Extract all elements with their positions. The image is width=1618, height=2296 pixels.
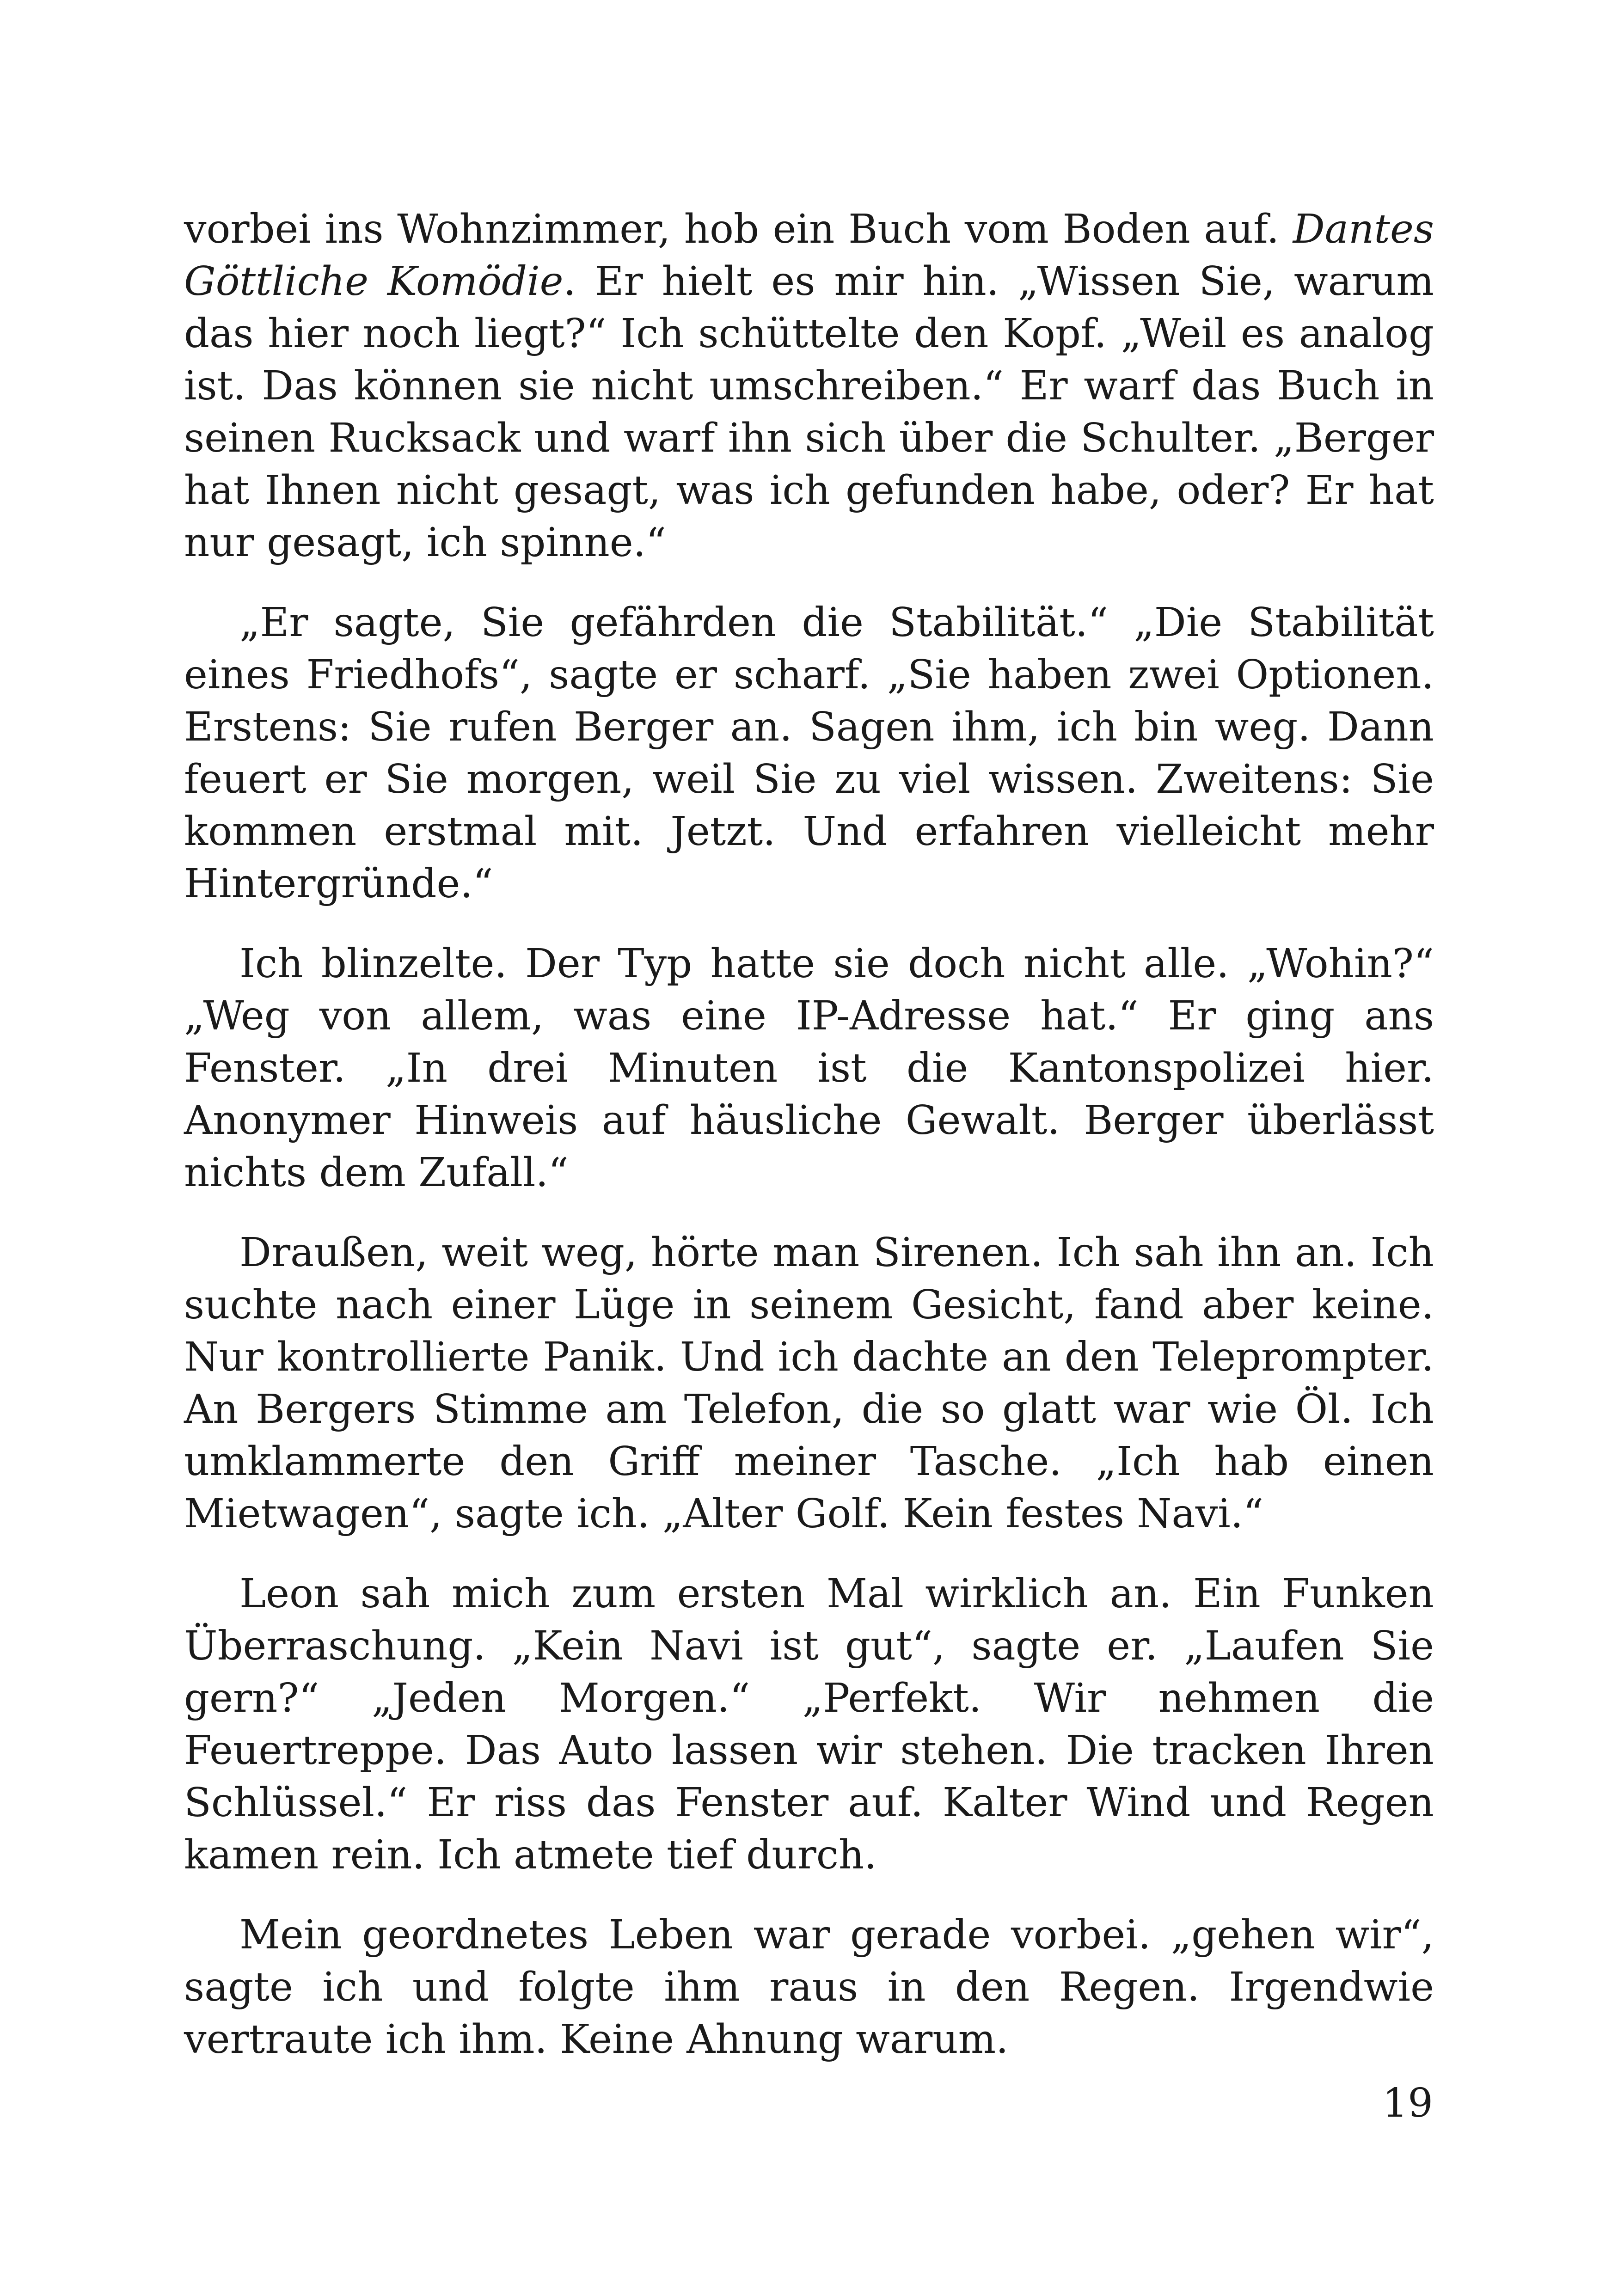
paragraph-5 [184, 1568, 1434, 1881]
paragraph-4 [184, 1227, 1434, 1540]
paragraph-5-text: Leon sah mich zum ersten Mal wirklich an. Ein Funken Überraschung. „Kein Navi ist gut“, sagte er. „Laufen Sie gern?“ „Jeden Morgen.“ „Perfekt. Wir nehmen die Feuertreppe. Das Auto lassen wir stehen. Die tracken Ihren Schlüssel.“ Er riss das Fenster auf. Kalter Wind und Regen kamen rein. Ich atmete tief durch. [184, 1571, 1434, 1878]
page-number: 19 [1382, 2080, 1433, 2126]
paragraph-1-text-b: . Er hielt es mir hin. „Wissen Sie, warum das hier noch liegt?“ Ich schüttelte den Kopf. „Weil es analog ist. Das können sie nicht umschreiben.“ Er warf das Buch in seinen Rucksack und warf ihn sich über die Schulter. „Berger hat Ihnen nicht gesagt, was ich gefunden habe, oder? Er hat nur gesagt, ich spinne.“ [184, 258, 1434, 566]
paragraph-2 [184, 597, 1434, 910]
paragraph-3-text: Ich blinzelte. Der Typ hatte sie doch nicht alle. „Wohin?“ „Weg von allem, was eine IP-Adresse hat.“ Er ging ans Fenster. „In drei Minuten ist die Kantonspolizei hier. Anonymer Hinweis auf häusliche Gewalt. Berger überlässt nichts dem Zufall.“ [184, 941, 1434, 1196]
paragraph-3 [184, 938, 1434, 1199]
paragraph-2-text: „Er sagte, Sie gefährden die Stabilität.“ „Die Stabilität eines Friedhofs“, sagte er scharf. „Sie haben zwei Optionen. Erstens: Sie rufen Berger an. Sagen ihm, ich bin weg. Dann feuert er Sie morgen, weil Sie zu viel wissen. Zweitens: Sie kommen erstmal mit. Jetzt. Und erfahren vielleicht mehr Hintergründe.“ [184, 600, 1434, 907]
paragraph-6 [184, 1909, 1434, 2066]
body-text [184, 203, 1434, 2094]
paragraph-6-text: Mein geordnetes Leben war gerade vorbei. „gehen wir“, sagte ich und folgte ihm raus in den Regen. Irgendwie vertraute ich ihm. Keine Ahnung warum. [184, 1912, 1434, 2063]
paragraph-1-text-a: vorbei ins Wohnzimmer, hob ein Buch vom Boden auf. [184, 206, 1293, 252]
book-title-italic: Dantes Göttliche Komödie [184, 206, 1434, 305]
paragraph-4-text: Draußen, weit weg, hörte man Sirenen. Ich sah ihn an. Ich suchte nach einer Lüge in seinem Gesicht, fand aber keine. Nur kontrollierte Panik. Und ich dachte an den Teleprompter. An Bergers Stimme am Telefon, die so glatt war wie Öl. Ich umklammerte den Griff meiner Tasche. „Ich hab einen Mietwagen“, sagte ich. „Alter Golf. Kein festes Navi.“ [184, 1230, 1434, 1537]
paragraph-1 [184, 203, 1434, 569]
